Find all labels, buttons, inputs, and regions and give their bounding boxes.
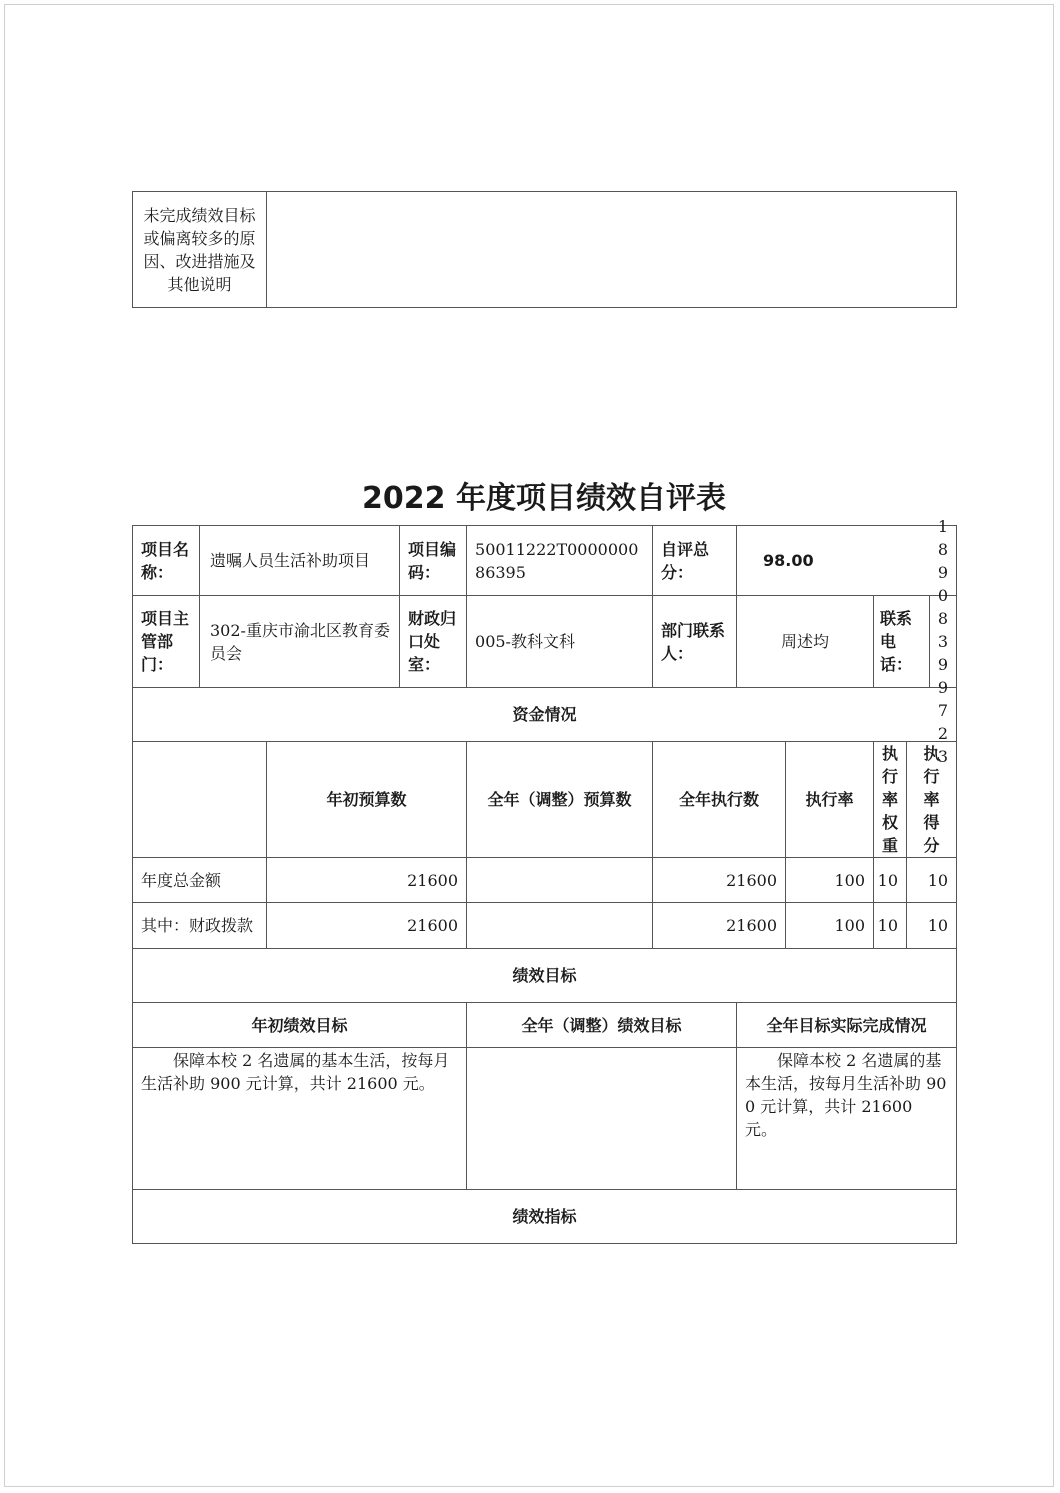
score-value: 98.00 bbox=[737, 526, 957, 596]
funds-row-adjusted bbox=[467, 858, 653, 903]
goals-header-adjusted: 全年（调整）绩效目标 bbox=[467, 1003, 737, 1048]
funds-row-rate: 100 bbox=[786, 903, 874, 949]
funds-row-initial: 21600 bbox=[267, 903, 467, 949]
goals-header-initial: 年初绩效目标 bbox=[133, 1003, 467, 1048]
header-adjusted-budget: 全年（调整）预算数 bbox=[467, 742, 653, 858]
page-title: 2022 年度项目绩效自评表 bbox=[362, 481, 726, 516]
prev-section-value bbox=[267, 192, 957, 308]
prev-section-table bbox=[132, 191, 957, 308]
funds-row-initial: 21600 bbox=[267, 858, 467, 903]
funds-row-weight: 10 bbox=[874, 858, 907, 903]
project-name-value: 遗嘱人员生活补助项目 bbox=[200, 526, 400, 596]
header-rate: 执行率 bbox=[786, 742, 874, 858]
dept-value: 302-重庆市渝北区教育委员会 bbox=[200, 596, 400, 688]
dept-label: 项目主管部门： bbox=[133, 596, 200, 688]
contact-label: 部门联系人： bbox=[653, 596, 737, 688]
funds-row-weight: 10 bbox=[874, 903, 907, 949]
funds-row-executed: 21600 bbox=[653, 903, 786, 949]
goals-actual-text: 保障本校 2 名遗属的基本生活，按每月生活补助 900 元计算，共计 21600 元。 bbox=[737, 1048, 957, 1190]
goals-header-actual: 全年目标实际完成情况 bbox=[737, 1003, 957, 1048]
evaluation-table bbox=[132, 517, 957, 1244]
header-executed: 全年执行数 bbox=[653, 742, 786, 858]
funds-row-adjusted bbox=[467, 903, 653, 949]
office-value: 005-教科文科 bbox=[467, 596, 653, 688]
goals-initial-text: 保障本校 2 名遗属的基本生活，按每月生活补助 900 元计算，共计 21600 元。 bbox=[133, 1048, 467, 1190]
project-name-label: 项目名称： bbox=[133, 526, 200, 596]
funds-row-score: 10 bbox=[907, 858, 957, 903]
score-label: 自评总分： bbox=[653, 526, 737, 596]
funds-row-label: 其中：财政拨款 bbox=[133, 903, 267, 949]
office-label: 财政归口处室： bbox=[400, 596, 467, 688]
funds-row-executed: 21600 bbox=[653, 858, 786, 903]
funds-row-score: 10 bbox=[907, 903, 957, 949]
header-weight: 执行率权重 bbox=[874, 742, 907, 858]
contact-value: 周述均 bbox=[737, 596, 874, 688]
phone-label: 联系电话： bbox=[874, 596, 930, 687]
funds-section-title: 资金情况 bbox=[133, 688, 957, 742]
phone-value: 18908399723 bbox=[937, 517, 949, 766]
phone-cell bbox=[874, 517, 957, 766]
goals-adjusted-text bbox=[467, 1048, 737, 1190]
funds-header-blank bbox=[133, 742, 267, 858]
goals-section-title: 绩效目标 bbox=[133, 949, 957, 1003]
prev-section-label: 未完成绩效目标或偏离较多的原因、改进措施及其他说明 bbox=[133, 192, 267, 308]
header-score: 执行率得分 bbox=[907, 742, 957, 858]
funds-row-label: 年度总金额 bbox=[133, 858, 267, 903]
project-code-value: 50011222T000000086395 bbox=[467, 526, 653, 596]
funds-row-rate: 100 bbox=[786, 858, 874, 903]
header-initial-budget: 年初预算数 bbox=[267, 742, 467, 858]
indicators-section-title: 绩效指标 bbox=[133, 1190, 957, 1244]
project-code-label: 项目编码： bbox=[400, 526, 467, 596]
